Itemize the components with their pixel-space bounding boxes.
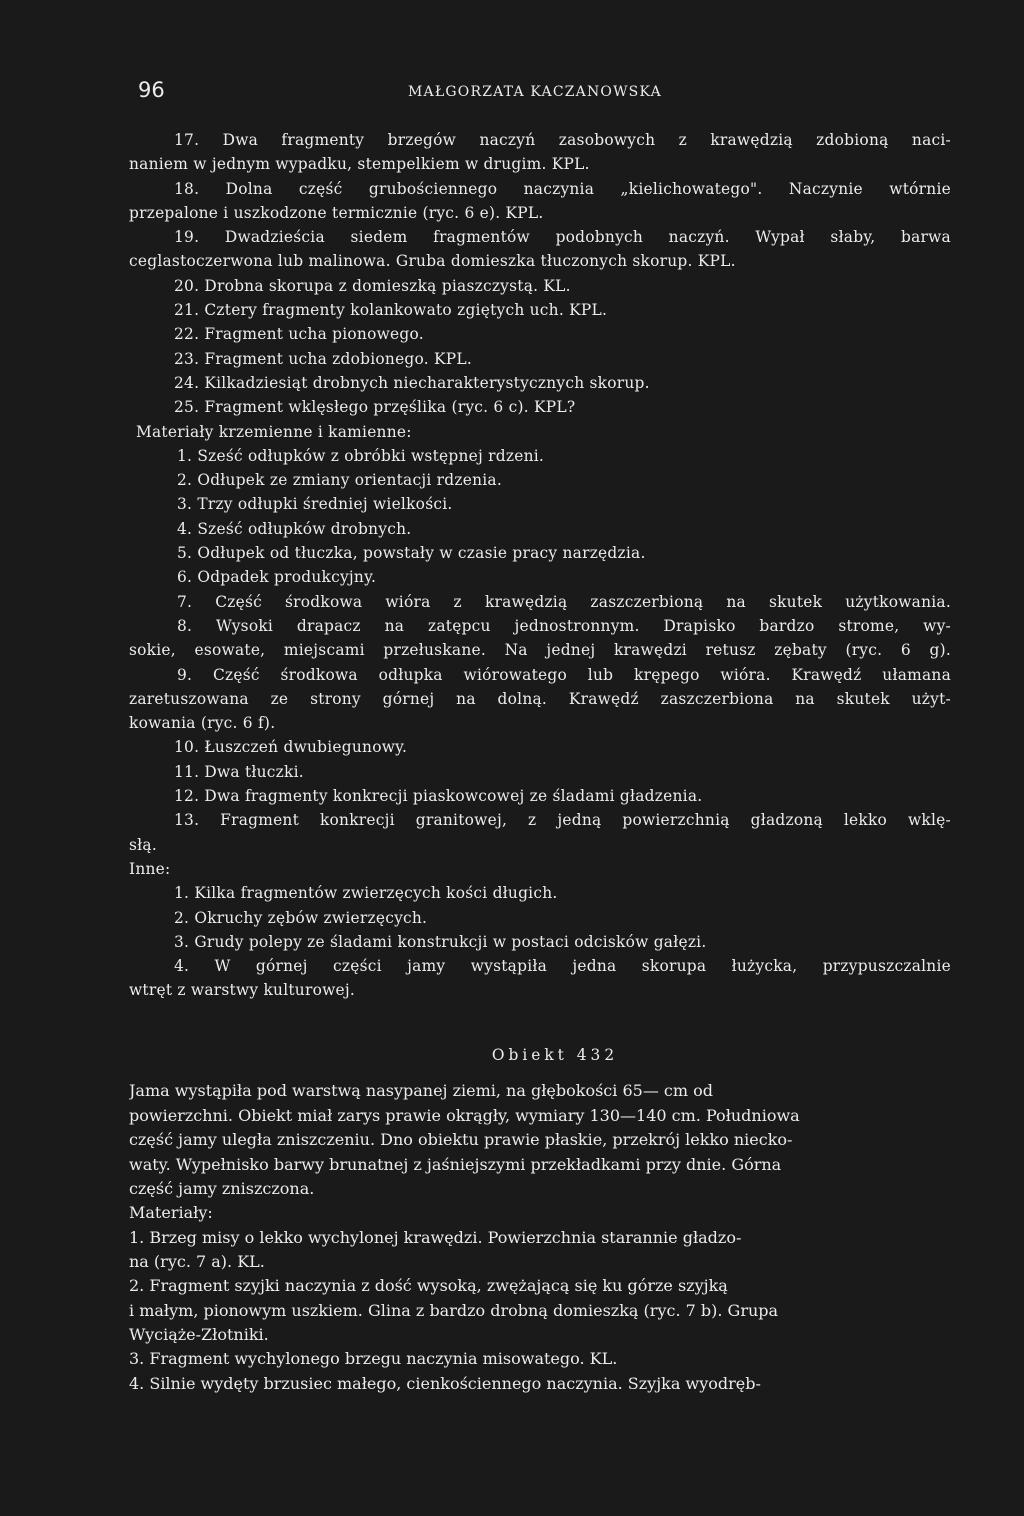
text-line: 3. Grudy polepy ze śladami konstrukcji w postaci odcisków gałęzi.: [174, 932, 707, 951]
subheading: Inne:: [129, 859, 171, 878]
body-text: [129, 128, 951, 1396]
text-line: 23. Fragment ucha zdobionego. KPL.: [174, 349, 473, 368]
running-head-author: MAŁGORZATA KACZANOWSKA: [408, 84, 662, 100]
subheading: Materiały krzemienne i kamienne:: [136, 422, 412, 441]
text-line: 20. Drobna skorupa z domieszką piaszczystą. KL.: [174, 276, 571, 295]
text-line: kowania (ryc. 6 f).: [129, 714, 276, 733]
text-line: 3. Fragment wychylonego brzegu naczynia misowatego. KL.: [129, 1349, 618, 1369]
section-heading: Obiekt 432: [491, 1046, 619, 1065]
text-line: ceglastoczerwona lub malinowa. Gruba domieszka tłuczonych skorup. KPL.: [129, 252, 736, 271]
text-line: waty. Wypełnisko barwy brunatnej z jaśniejszymi przekładkami przy dnie. Górna: [129, 1154, 782, 1174]
text-line: 10. Łuszczeń dwubiegunowy.: [174, 738, 408, 757]
text-line: 1. Sześć odłupków z obróbki wstępnej rdzeni.: [177, 446, 545, 465]
text-line: 13. Fragment konkrecji granitowej, z jedną powierzchnią gładzoną lekko wklę-: [174, 811, 951, 830]
text-line: część jamy uległa zniszczeniu. Dno obiektu prawie płaskie, przekrój lekko niecko-: [129, 1130, 793, 1150]
text-line: 1. Brzeg misy o lekko wychylonej krawędzi. Powierzchnia starannie gładzo-: [129, 1227, 742, 1247]
text-line: 5. Odłupek od tłuczka, powstały w czasie pracy narzędzia.: [177, 544, 646, 563]
text-line: 25. Fragment wklęsłego przęślika (ryc. 6 c). KPL?: [174, 398, 576, 417]
text-line: Wyciąże-Złotniki.: [129, 1324, 269, 1344]
text-line: 12. Dwa fragmenty konkrecji piaskowcowej ze śladami gładzenia.: [174, 787, 703, 806]
text-line: sokie, esowate, miejscami przełuskane. Na jednej krawędzi retusz zębaty (ryc. 6 g).: [129, 641, 951, 660]
text-line: 2. Fragment szyjki naczynia z dość wysoką, zwężającą się ku górze szyjką: [129, 1276, 728, 1296]
text-line: zaretuszowana ze strony górnej na dolną. Krawędź zaszczerbiona na skutek użyt-: [129, 689, 951, 708]
text-line: 18. Dolna część grubościennego naczynia „kielichowatego". Naczynie wtórnie: [174, 179, 951, 198]
text-line: 4. Silnie wydęty brzusiec małego, cienkościennego naczynia. Szyjka wyodręb-: [129, 1373, 761, 1393]
text-line: na (ryc. 7 a). KL.: [129, 1251, 265, 1271]
text-line: naniem w jednym wypadku, stempelkiem w drugim. KPL.: [129, 155, 590, 174]
text-line: 7. Część środkowa wióra z krawędzią zaszczerbioną na skutek użytkowania.: [177, 592, 951, 611]
text-line: i małym, pionowym uszkiem. Glina z bardzo drobną domieszką (ryc. 7 b). Grupa: [129, 1300, 779, 1320]
text-line: 11. Dwa tłuczki.: [174, 762, 304, 781]
text-line: 24. Kilkadziesiąt drobnych niecharakterystycznych skorup.: [174, 373, 650, 392]
text-line: 9. Część środkowa odłupka wiórowatego lub krępego wióra. Krawędź ułamana: [177, 665, 951, 684]
text-line: przepalone i uszkodzone termicznie (ryc. 6 e). KPL.: [129, 203, 544, 222]
text-line: Jama wystąpiła pod warstwą nasypanej ziemi, na głębokości 65— cm od: [129, 1081, 713, 1101]
text-line: 2. Okruchy zębów zwierzęcych.: [174, 908, 428, 927]
text-line: 1. Kilka fragmentów zwierzęcych kości długich.: [174, 884, 558, 903]
text-line: 19. Dwadzieścia siedem fragmentów podobnych naczyń. Wypał słaby, barwa: [174, 228, 951, 247]
text-line: powierzchni. Obiekt miał zarys prawie okrągły, wymiary 130—140 cm. Południowa: [129, 1105, 800, 1125]
text-line: wtręt z warstwy kulturowej.: [129, 981, 356, 1000]
text-line: 8. Wysoki drapacz na zatępcu jednostronnym. Drapisko bardzo strome, wy-: [177, 616, 951, 635]
text-line: 3. Trzy odłupki średniej wielkości.: [177, 495, 453, 514]
text-line: 17. Dwa fragmenty brzegów naczyń zasobowych z krawędzią zdobioną naci-: [174, 131, 951, 149]
text-line: 4. W górnej części jamy wystąpiła jedna skorupa łużycka, przypuszczalnie: [174, 957, 951, 976]
text-line: część jamy zniszczona.: [129, 1178, 315, 1198]
page-number: 96: [138, 78, 165, 102]
text-line: 4. Sześć odłupków drobnych.: [177, 519, 412, 538]
page-header: [138, 78, 958, 108]
text-line: 22. Fragment ucha pionowego.: [174, 325, 424, 344]
text-line: 2. Odłupek ze zmiany orientacji rdzenia.: [177, 471, 502, 490]
text-line: słą.: [129, 835, 157, 854]
subheading: Materiały:: [129, 1203, 213, 1223]
text-line: 6. Odpadek produkcyjny.: [177, 568, 377, 587]
text-line: 21. Cztery fragmenty kolankowato zgiętych uch. KPL.: [174, 301, 608, 320]
